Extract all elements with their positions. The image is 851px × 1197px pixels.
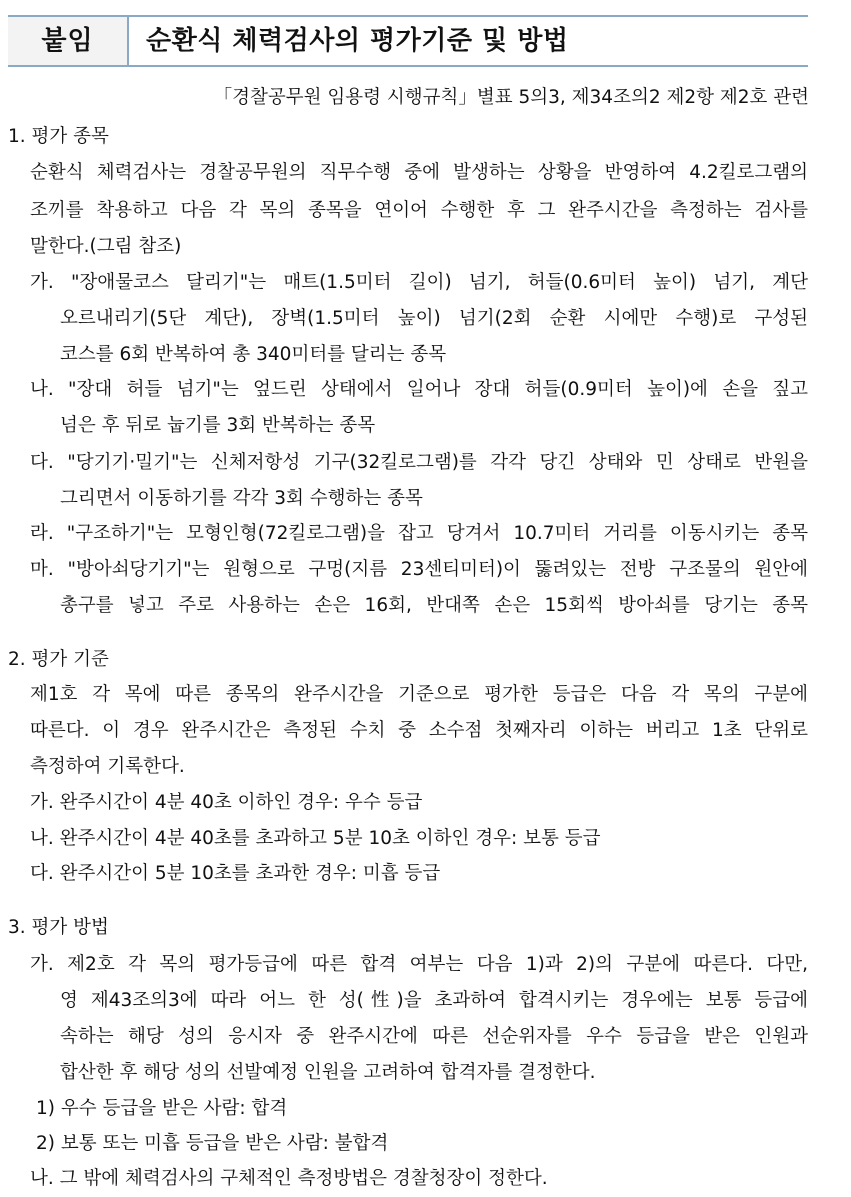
section-1-intro-line: 조끼를 착용하고 다음 각 목의 종목을 연이어 수행한 후 그 완주시간을 측정하는 검사를 [30,200,808,221]
section-2-item-da: 다. 완주시간이 5분 10초를 초과한 경우: 미흡 등급 [30,863,441,884]
section-3-item-ga-cont: 영 제43조의3에 따라 어느 한 성(性)을 초과하여 합격시키는 경우에는 보통 등급에 [60,990,808,1011]
section-1-heading: 1. 평가 종목 [8,126,109,147]
attachment-label: 붙임 [8,17,129,65]
section-2-intro-line: 제1호 각 목에 따른 종목의 완주시간을 기준으로 평가한 등급은 다음 각 목의 구분에 [30,684,808,705]
section-3-item-ga-cont: 합산한 후 해당 성의 선발예정 인원을 고려하여 합격자를 결정한다. [60,1062,596,1083]
section-1-item-da-cont: 그리면서 이동하기를 각각 3회 수행하는 종목 [60,488,423,509]
section-1-intro-line: 말한다.(그림 참조) [30,236,182,257]
document-title: 순환식 체력검사의 평가기준 및 방법 [146,26,569,56]
section-1-item-ma: 마. "방아쇠당기기"는 원형으로 구멍(지름 23센티미터)이 뚫려있는 전방 구조물의 원안에 [30,559,808,580]
section-1-item-da: 다. "당기기·밀기"는 신체저항성 기구(32킬로그램)를 각각 당긴 상태와 민 상태로 반원을 [30,452,808,473]
section-3-item-ga-cont: 속하는 해당 성의 응시자 중 완주시간에 따른 선순위자를 우수 등급을 받은 인원과 [60,1026,808,1047]
section-3-item-na: 나. 그 밖에 체력검사의 구체적인 측정방법은 경찰청장이 정한다. [30,1168,548,1189]
section-2-intro-line: 측정하여 기록한다. [30,756,185,777]
section-1-item-ga: 가. "장애물코스 달리기"는 매트(1.5미터 길이) 넘기, 허들(0.6미터 높이) 넘기, 계단 [30,272,808,293]
legal-reference: 「경찰공무원 임용령 시행규칙」별표 5의3, 제34조의2 제2항 제2호 관련 [213,87,809,108]
document-header [8,15,808,67]
section-1-item-ra: 라. "구조하기"는 모형인형(72킬로그램)을 잡고 당겨서 10.7미터 거리를 이동시키는 종목 [30,523,808,544]
section-2-item-na: 나. 완주시간이 4분 40초를 초과하고 5분 10초 이하인 경우: 보통 등급 [30,828,601,849]
section-2-item-ga: 가. 완주시간이 4분 40초 이하인 경우: 우수 등급 [30,792,423,813]
section-1-item-ga-cont: 오르내리기(5단 계단), 장벽(1.5미터 높이) 넘기(2회 순환 시에만 수행)로 구성된 [60,308,808,329]
section-1-item-na-cont: 넘은 후 뒤로 눕기를 3회 반복하는 종목 [60,415,376,436]
section-3-heading: 3. 평가 방법 [8,917,109,938]
section-3-subitem-1: 1) 우수 등급을 받은 사람: 합격 [36,1098,288,1119]
section-1-intro-line: 순환식 체력검사는 경찰공무원의 직무수행 중에 발생하는 상황을 반영하여 4.2킬로그램의 [30,162,808,183]
section-1-item-ma-cont: 총구를 넣고 주로 사용하는 손은 16회, 반대쪽 손은 15회씩 방아쇠를 당기는 종목 [60,595,808,616]
section-1-item-ga-cont: 코스를 6회 반복하여 총 340미터를 달리는 종목 [60,344,447,365]
section-2-heading: 2. 평가 기준 [8,649,109,670]
section-1-item-na: 나. "장대 허들 넘기"는 엎드린 상태에서 일어나 장대 허들(0.9미터 높이)에 손을 짚고 [30,379,808,400]
section-2-intro-line: 따른다. 이 경우 완주시간은 측정된 수치 중 소수점 첫째자리 이하는 버리고 1초 단위로 [30,720,808,741]
section-3-item-ga: 가. 제2호 각 목의 평가등급에 따른 합격 여부는 다음 1)과 2)의 구분에 따른다. 다만, [30,954,808,975]
section-3-subitem-2: 2) 보통 또는 미흡 등급을 받은 사람: 불합격 [36,1133,389,1154]
